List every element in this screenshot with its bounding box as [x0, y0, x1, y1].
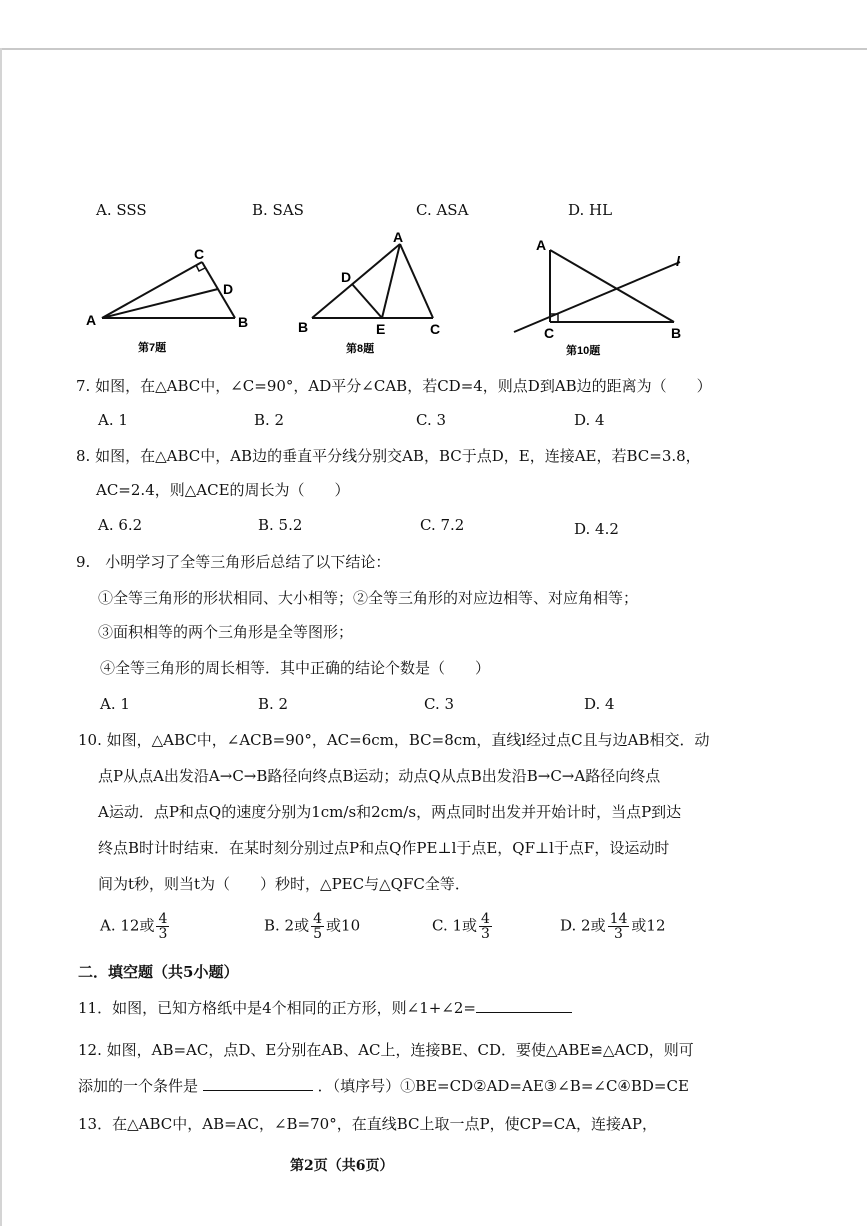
q10-stem-line2: 点P从点A出发沿A→C→B路径向终点B运动；动点Q从点B出发沿B→C→A路径向终点	[98, 767, 661, 785]
fig10-caption: 第10题	[566, 345, 601, 357]
fig7-label-d: D	[223, 281, 234, 297]
q9-option-c: C. 3	[424, 695, 455, 713]
fig8-caption: 第8题	[346, 343, 375, 355]
q9-statement-4: ④全等三角形的周长相等．其中正确的结论个数是（ ）	[100, 659, 491, 677]
q11: 11．如图，已知方格纸中是4个相同的正方形，则∠1+∠2=	[78, 998, 572, 1018]
q9-option-a: A. 1	[100, 695, 130, 713]
fig10-label-c: C	[544, 325, 555, 341]
fig10-label-l: l	[676, 253, 680, 269]
q10-option-d: D. 2或 $\frac{14}{3}$ 或12	[560, 911, 666, 942]
q10-option-c: C. 1或 $\frac{4}{3}$	[432, 911, 490, 942]
q9-stem-line1: 9. 小明学习了全等三角形后总结了以下结论：	[76, 553, 391, 571]
q8-stem-line2: AC=2.4，则△ACE的周长为（ ）	[96, 481, 350, 499]
prev-option-a: A. SSS	[96, 201, 147, 219]
q9-statement-1-2: ①全等三角形的形状相同、大小相等；②全等三角形的对应边相等、对应角相等；	[98, 589, 639, 607]
section-2-title: 二．填空题（共5小题）	[78, 963, 239, 981]
page-top-border	[0, 48, 867, 50]
q8-stem-line1: 8. 如图，在△ABC中，AB边的垂直平分线分别交AB，BC于点D，E，连接AE，若BC=3.8，	[76, 447, 701, 465]
q10-option-a-fraction: $\frac{4}{3}$	[158, 911, 168, 942]
q12-stem-line1: 12. 如图，AB=AC，点D、E分别在AB、AC上，连接BE、CD．要使△ABE≌△ACD，则可	[78, 1041, 694, 1059]
q10-option-b-fraction: $\frac{4}{5}$	[313, 911, 323, 942]
q13-stem: 13．在△ABC中，AB=AC，∠B=70°，在直线BC上取一点P，使CP=CA，连接AP，	[78, 1115, 657, 1133]
prev-option-c: C. ASA	[416, 201, 469, 219]
q8-option-a: A. 6.2	[98, 516, 143, 534]
q7-option-a: A. 1	[98, 411, 128, 429]
q8-option-c: C. 7.2	[420, 516, 465, 534]
fig8-label-e: E	[376, 321, 386, 337]
fig7-label-c: C	[194, 246, 205, 262]
page-left-border	[0, 48, 2, 1226]
q10-option-b: B. 2或 $\frac{4}{5}$ 或10	[264, 911, 361, 942]
fig7-caption: 第7题	[138, 342, 167, 354]
figure-7	[80, 245, 260, 360]
q7-option-c: C. 3	[416, 411, 447, 429]
q10-option-a: A. 12或 $\frac{4}{3}$	[100, 911, 168, 942]
q8-option-b: B. 5.2	[258, 516, 303, 534]
q12-answer-blank[interactable]	[203, 1076, 313, 1091]
q9-option-b: B. 2	[258, 695, 289, 713]
q10-stem-line3: A运动．点P和点Q的速度分别为1cm/s和2cm/s，两点同时出发并开始计时，当点P到达	[98, 803, 682, 821]
figure-8	[288, 228, 458, 358]
q11-answer-blank[interactable]	[476, 998, 572, 1013]
q8-option-d: D. 4.2	[574, 520, 619, 538]
fig10-label-b: B	[671, 325, 682, 341]
q7-stem: 7. 如图，在△ABC中，∠C=90°，AD平分∠CAB，若CD=4，则点D到AB边的距离为（ ）	[76, 377, 712, 395]
fig10-label-a: A	[536, 237, 547, 253]
q7-option-b: B. 2	[254, 411, 285, 429]
q12-stem-line2: 添加的一个条件是 ．（填序号）①BE=CD②AD=AE③∠B=∠C④BD=CE	[78, 1077, 689, 1095]
fig7-label-b: B	[238, 314, 249, 330]
q9-option-d: D. 4	[584, 695, 615, 713]
page-footer: 第2页（共6页）	[290, 1158, 394, 1174]
q10-option-d-fraction: $\frac{14}{3}$	[609, 911, 628, 942]
fig8-label-b: B	[298, 319, 309, 335]
q10-stem-line5: 间为t秒，则当t为（ ）秒时，△PEC与△QFC全等．	[98, 875, 470, 893]
q10-option-c-fraction: $\frac{4}{3}$	[481, 911, 490, 942]
q9-statement-3: ③面积相等的两个三角形是全等图形；	[98, 623, 354, 641]
fig7-label-a: A	[86, 312, 97, 328]
q7-option-d: D. 4	[574, 411, 605, 429]
fig8-label-d: D	[341, 269, 352, 285]
q10-stem-line4: 终点B时计时结束．在某时刻分别过点P和点Q作PE⊥l于点E，QF⊥l于点F，设运动时	[98, 839, 670, 857]
figure-10	[508, 232, 698, 360]
prev-option-b: B. SAS	[252, 201, 304, 219]
q10-stem-line1: 10. 如图，△ABC中，∠ACB=90°，AC=6cm，BC=8cm，直线l经过点C且与边AB相交．动	[78, 731, 710, 749]
fig8-label-a: A	[393, 229, 404, 245]
fig8-label-c: C	[430, 321, 441, 337]
prev-option-d: D. HL	[568, 201, 613, 219]
